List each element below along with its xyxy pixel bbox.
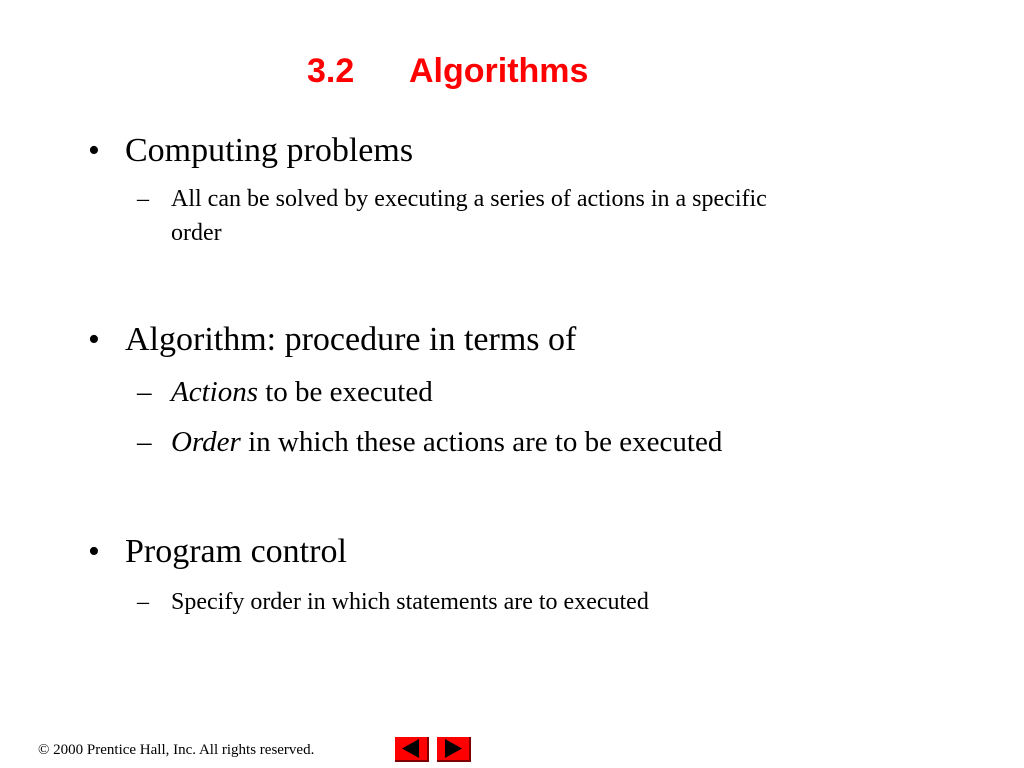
sub-bullet-text-line1: All can be solved by executing a series of actions in a specific [171, 186, 767, 212]
sub-bullet-order [137, 424, 722, 460]
bullet-program-control [88, 532, 347, 572]
bullet-icon: • [88, 533, 100, 570]
sub-bullet-specify-order [137, 585, 649, 619]
sub-bullet-text: Specify order in which statements are to executed [171, 589, 649, 615]
sub-bullet-solved-by-actions [137, 182, 767, 246]
slide-title [307, 52, 588, 91]
bullet-icon: • [88, 321, 100, 358]
copyright-icon: © [38, 742, 50, 758]
dash-icon: – [137, 426, 152, 458]
sub-bullet-text: in which these actions are to be executed [240, 426, 723, 458]
bullet-text: Algorithm: procedure in terms of [125, 321, 577, 358]
bullet-computing-problems [88, 131, 413, 171]
previous-slide-button[interactable] [393, 735, 427, 760]
bullet-text: Computing problems [125, 132, 414, 169]
footer-text: 2000 Prentice Hall, Inc. All rights reserved. [49, 742, 315, 758]
section-number: 3.2 [307, 52, 355, 90]
dash-icon: – [137, 186, 149, 212]
dash-icon: – [137, 376, 152, 408]
right-arrow-icon [437, 737, 469, 760]
title-text: Algorithms [409, 52, 589, 90]
bullet-text: Program control [125, 533, 347, 570]
emphasis-order: Order [171, 426, 241, 458]
bullet-icon: • [88, 132, 100, 169]
copyright-footer [38, 742, 314, 759]
dash-icon: – [137, 589, 149, 615]
sub-bullet-text-line2: order [171, 220, 222, 246]
sub-bullet-actions [137, 374, 433, 410]
next-slide-button[interactable] [435, 735, 469, 760]
left-arrow-icon [395, 737, 427, 760]
sub-bullet-text: to be executed [258, 376, 433, 408]
bullet-algorithm-procedure [88, 320, 576, 360]
emphasis-actions: Actions [171, 376, 258, 408]
